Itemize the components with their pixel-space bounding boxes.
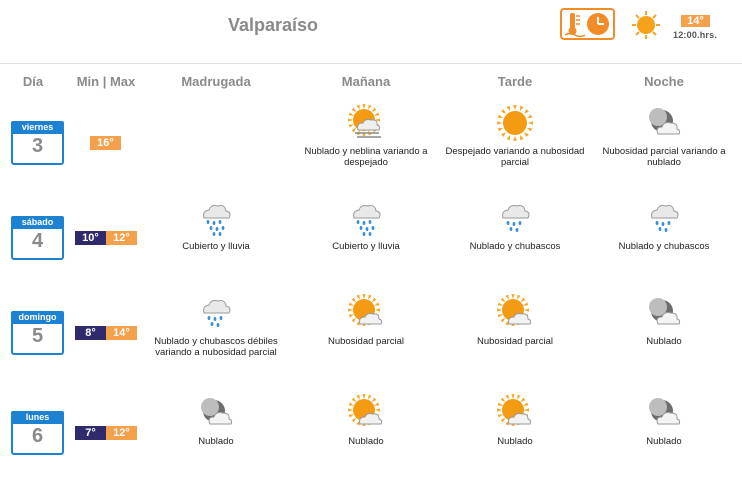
forecast-cell — [594, 393, 734, 447]
forecast-cell — [146, 198, 286, 252]
sun-icon — [445, 103, 585, 143]
sun-cloud-icon — [445, 293, 585, 333]
sun-cloud-icon — [296, 393, 436, 433]
current-time: 12:00.hrs. — [673, 30, 718, 40]
day-number: 3 — [31, 135, 44, 157]
city-title: Valparaíso — [227, 15, 319, 35]
moon-cloud-icon — [146, 393, 286, 433]
forecast-description: Despejado variando a nubosidad parcial — [445, 146, 585, 168]
forecast-cell — [296, 393, 436, 447]
forecast-cell — [146, 393, 286, 447]
forecast-cell — [146, 293, 286, 358]
min-temp: 10° — [75, 231, 106, 245]
forecast-cell — [296, 198, 436, 252]
day-calendar — [11, 121, 64, 165]
day-calendar — [11, 216, 64, 260]
day-row — [0, 400, 742, 500]
forecast-description: Nubosidad parcial — [327, 336, 405, 347]
col-header-madrugada: Madrugada — [181, 74, 251, 89]
forecast-description: Nublado y chubascos débiles variando a nubosidad parcial — [154, 336, 278, 358]
day-row — [0, 110, 742, 210]
day-name: sábado — [11, 216, 64, 229]
col-header-minmax: Min | Max — [76, 74, 136, 89]
day-number: 6 — [31, 425, 44, 447]
max-temp: 16° — [90, 136, 121, 150]
day-name: viernes — [11, 121, 64, 134]
day-name: lunes — [11, 411, 64, 424]
day-calendar — [11, 411, 64, 455]
moon-cloud-icon — [594, 393, 734, 433]
forecast-description: Cubierto y lluvia — [332, 241, 400, 252]
rain-cloud-icon — [296, 198, 436, 238]
forecast-description: Nubosidad parcial variando a nublado — [602, 146, 726, 168]
col-header-manana: Mañana — [341, 74, 391, 89]
moon-cloud-icon — [594, 103, 734, 143]
forecast-description: Cubierto y lluvia — [182, 241, 250, 252]
moon-cloud-icon — [594, 293, 734, 333]
day-row — [0, 205, 742, 305]
forecast-description: Nublado — [348, 436, 384, 447]
forecast-cell — [594, 198, 734, 252]
day-calendar — [11, 311, 64, 355]
forecast-description: Nubosidad parcial — [476, 336, 554, 347]
showers-cloud-icon — [146, 293, 286, 333]
min-temp: 8° — [75, 326, 106, 340]
showers-cloud-icon — [445, 198, 585, 238]
current-sun-icon — [631, 10, 661, 40]
forecast-cell — [296, 103, 436, 168]
forecast-description: Nublado — [497, 436, 533, 447]
forecast-description: Nublado y chubascos — [618, 241, 710, 252]
showers-cloud-icon — [594, 198, 734, 238]
fog-sun-icon — [296, 103, 436, 143]
forecast-cell — [445, 393, 585, 447]
max-temp: 12° — [106, 426, 137, 440]
forecast-cell — [594, 293, 734, 347]
max-temp: 12° — [106, 231, 137, 245]
col-header-tarde: Tarde — [497, 74, 533, 89]
max-temp: 14° — [106, 326, 137, 340]
forecast-cell — [445, 293, 585, 347]
forecast-description: Nublado y chubascos — [469, 241, 561, 252]
header-divider — [0, 63, 742, 64]
sun-cloud-icon — [445, 393, 585, 433]
sun-cloud-icon — [296, 293, 436, 333]
day-row — [0, 300, 742, 400]
forecast-cell — [594, 103, 734, 168]
day-number: 5 — [31, 325, 44, 347]
forecast-description: Nublado y neblina variando a despejado — [304, 146, 428, 168]
forecast-cell — [445, 103, 585, 168]
current-temperature: 14° — [681, 15, 710, 27]
rain-cloud-icon — [146, 198, 286, 238]
thermometer-clock-icon — [562, 10, 613, 38]
temperature-clock-toggle[interactable] — [560, 8, 615, 40]
min-temp: 7° — [75, 426, 106, 440]
forecast-description: Nublado — [646, 336, 682, 347]
col-header-noche: Noche — [644, 74, 684, 89]
day-number: 4 — [31, 230, 44, 252]
forecast-description: Nublado — [646, 436, 682, 447]
forecast-cell — [296, 293, 436, 347]
forecast-cell — [445, 198, 585, 252]
col-header-day: Día — [22, 74, 44, 89]
forecast-description: Nublado — [198, 436, 234, 447]
day-name: domingo — [11, 311, 64, 324]
